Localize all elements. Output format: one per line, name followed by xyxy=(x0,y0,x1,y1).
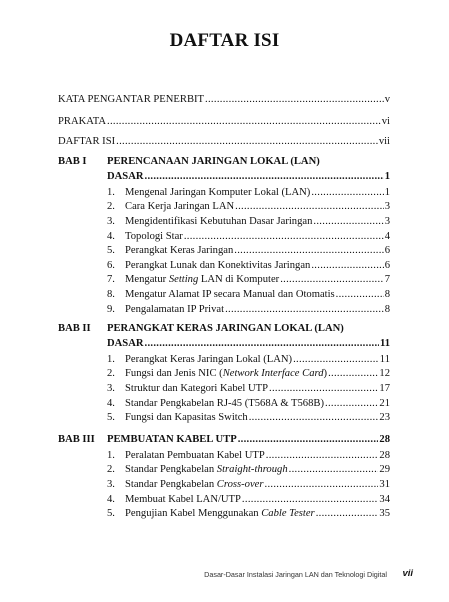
entry-text-part: Perangkat Keras Jaringan Lokal (LAN) xyxy=(125,353,293,365)
toc-page-number: 23 xyxy=(379,412,390,424)
dot-leader xyxy=(325,397,378,410)
toc-item-title xyxy=(125,303,224,316)
dot-leader xyxy=(249,411,379,424)
dot-leader xyxy=(265,478,379,491)
toc-item xyxy=(125,507,390,520)
dot-leader xyxy=(225,303,384,316)
entry-text-part: Perangkat Lunak dan Konektivitas Jaringan xyxy=(125,259,311,271)
toc-item-title xyxy=(125,463,288,476)
toc-entry-title: DAFTAR ISI xyxy=(58,136,116,147)
chapter-title-cont: DASAR xyxy=(107,171,144,182)
dot-leader xyxy=(116,135,378,148)
dot-leader xyxy=(145,170,384,183)
toc-page-number: 29 xyxy=(379,464,390,476)
toc-item xyxy=(125,449,390,462)
toc-page-number: 3 xyxy=(384,201,390,213)
toc-item-title xyxy=(125,411,248,424)
toc-page-number: 6 xyxy=(384,259,390,271)
dot-leader xyxy=(242,493,378,506)
italic-term: Setting xyxy=(168,274,199,286)
toc-item-title xyxy=(125,397,324,410)
toc-item xyxy=(125,382,390,395)
toc-item-title xyxy=(125,230,183,243)
entry-text-part: ) xyxy=(323,368,328,380)
toc-entry-title: KATA PENGANTAR PENERBIT xyxy=(58,94,205,105)
entry-text-part: Topologi Star xyxy=(125,230,183,242)
chapter-label: BAB III xyxy=(58,434,95,445)
footer-page-number: vii xyxy=(402,568,413,579)
item-number: 4. xyxy=(107,493,115,505)
item-number: 2. xyxy=(107,464,115,476)
dot-leader xyxy=(336,288,384,301)
toc-item-title xyxy=(125,259,310,272)
chapter-label: BAB I xyxy=(58,156,87,167)
toc-page-number: 1 xyxy=(384,186,390,198)
page-footer xyxy=(0,568,449,582)
item-number: 3. xyxy=(107,479,115,490)
toc-page-number: 28 xyxy=(379,449,390,461)
dot-leader xyxy=(234,244,383,257)
toc-front-entry xyxy=(58,115,390,128)
toc-page-number: 12 xyxy=(379,368,390,380)
entry-text-part: Mengatur xyxy=(125,274,169,286)
toc-item-title xyxy=(125,367,327,380)
entry-text-part: Standar Pengkabelan xyxy=(125,479,217,490)
dot-leader xyxy=(328,367,378,380)
entry-text-part: Standar Pengkabelan xyxy=(125,464,217,476)
toc-item xyxy=(125,186,390,199)
item-number: 4. xyxy=(107,397,115,409)
chapter-label: BAB II xyxy=(58,323,91,334)
dot-leader xyxy=(280,273,384,286)
toc-page-number: 21 xyxy=(379,397,390,409)
entry-text-part: Mengenal Jaringan Komputer Lokal (LAN) xyxy=(125,186,311,198)
italic-term: Cable Tester xyxy=(261,508,315,520)
chapter-title-line xyxy=(107,433,390,446)
entry-text-part: Pengujian Kabel Menggunakan xyxy=(125,508,262,520)
toc-page-number: 6 xyxy=(384,245,390,257)
entry-text-part: Fungsi dan Kapasitas Switch xyxy=(125,412,248,424)
italic-term: Straight-through xyxy=(216,464,288,476)
dot-leader xyxy=(107,115,381,128)
toc-item xyxy=(125,478,390,491)
dot-leader xyxy=(184,230,384,243)
dot-leader xyxy=(289,463,379,476)
item-number: 9. xyxy=(107,303,115,315)
toc-item xyxy=(125,353,390,366)
chapter-title: PERANGKAT KERAS JARINGAN LOKAL (LAN) xyxy=(107,323,344,334)
chapter-page-number: 1 xyxy=(384,171,390,182)
toc-page-number: 7 xyxy=(384,274,390,286)
toc-item-title xyxy=(125,244,233,257)
chapter-title: PERENCANAAN JARINGAN LOKAL (LAN) xyxy=(107,156,320,167)
toc-item xyxy=(125,244,390,257)
item-number: 1. xyxy=(107,186,115,198)
dot-leader xyxy=(205,93,384,106)
item-number: 3. xyxy=(107,216,115,227)
toc-page-number: 17 xyxy=(379,383,390,394)
item-number: 2. xyxy=(107,368,115,380)
toc-page-number: vi xyxy=(381,116,390,127)
toc-item-title xyxy=(125,215,312,228)
toc-item-title xyxy=(125,493,241,506)
toc-item xyxy=(125,493,390,506)
chapter-title-line xyxy=(107,170,390,183)
entry-text-part: Peralatan Pembuatan Kabel UTP xyxy=(125,449,265,461)
item-number: 5. xyxy=(107,245,115,257)
toc-page-number: 3 xyxy=(384,216,390,227)
toc-page-number: 8 xyxy=(384,289,390,300)
dot-leader xyxy=(235,200,384,213)
chapter-page-number: 28 xyxy=(379,434,390,445)
item-number: 4. xyxy=(107,230,115,242)
chapter-title-cont: DASAR xyxy=(107,338,144,349)
item-number: 6. xyxy=(107,259,115,271)
toc-page-number: 35 xyxy=(379,508,390,520)
toc-page-number: v xyxy=(384,94,390,105)
item-number: 5. xyxy=(107,412,115,424)
toc-page-number: vii xyxy=(378,136,390,147)
toc-item xyxy=(125,397,390,410)
item-number: 8. xyxy=(107,289,115,300)
chapter-page-number: 11 xyxy=(379,338,390,349)
toc-item xyxy=(125,367,390,380)
toc-page-number: 11 xyxy=(379,353,390,365)
toc-item xyxy=(125,200,390,213)
toc-item-title xyxy=(125,273,279,286)
entry-text-part: Cara Kerja Jaringan LAN xyxy=(125,201,235,213)
toc-item-title xyxy=(125,288,335,301)
entry-text-part: Mengidentifikasi Kebutuhan Dasar Jaringan xyxy=(125,216,313,227)
toc-front-entry xyxy=(58,93,390,106)
toc-page-number: 8 xyxy=(384,303,390,315)
toc-front-entry xyxy=(58,135,390,148)
entry-text-part: Standar Pengkabelan RJ-45 (T568A & T568B) xyxy=(125,397,324,409)
entry-text-part: Struktur dan Kategori Kabel UTP xyxy=(125,383,268,394)
dot-leader xyxy=(145,337,379,350)
item-number: 1. xyxy=(107,449,115,461)
dot-leader xyxy=(266,449,379,462)
toc-page-number: 31 xyxy=(379,479,390,490)
italic-term: Network Interface Card xyxy=(222,368,324,380)
toc-item-title xyxy=(125,478,264,491)
toc-item-title xyxy=(125,200,234,213)
page-title: DAFTAR ISI xyxy=(169,30,280,51)
dot-leader xyxy=(293,353,379,366)
toc-item xyxy=(125,303,390,316)
toc-page-number: 34 xyxy=(379,493,390,505)
toc-item xyxy=(125,230,390,243)
item-number: 2. xyxy=(107,201,115,213)
entry-text-part: Fungsi dan Jenis NIC ( xyxy=(125,368,223,380)
entry-text-part: Membuat Kabel LAN/UTP xyxy=(125,493,241,505)
toc-item-title xyxy=(125,382,268,395)
italic-term: Cross-over xyxy=(216,479,264,490)
toc-item xyxy=(125,288,390,301)
item-number: 1. xyxy=(107,353,115,365)
chapter-title-line xyxy=(107,337,390,350)
toc-page-number: 4 xyxy=(384,230,390,242)
entry-text-part: Pengalamatan IP Privat xyxy=(125,303,225,315)
footer-book-title: Dasar-Dasar Instalasi Jaringan LAN dan Teknologi Digital xyxy=(204,570,387,579)
entry-text-part: Mengatur Alamat IP secara Manual dan Otomatis xyxy=(125,289,335,300)
dot-leader xyxy=(316,507,379,520)
toc-item xyxy=(125,273,390,286)
toc-entry-title: PRAKATA xyxy=(58,116,107,127)
toc-item xyxy=(125,463,390,476)
dot-leader xyxy=(238,433,379,446)
entry-text-part: Perangkat Keras Jaringan xyxy=(125,245,234,257)
item-number: 5. xyxy=(107,508,115,520)
toc-item xyxy=(125,411,390,424)
chapter-title: PEMBUATAN KABEL UTP xyxy=(107,434,237,445)
item-number: 7. xyxy=(107,274,115,286)
toc-item-title xyxy=(125,353,292,366)
toc-item-title xyxy=(125,186,310,199)
dot-leader xyxy=(313,215,383,228)
entry-text-part: LAN di Komputer xyxy=(198,274,280,286)
toc-item-title xyxy=(125,507,315,520)
dot-leader xyxy=(311,259,383,272)
toc-item-title xyxy=(125,449,265,462)
item-number: 3. xyxy=(107,383,115,394)
dot-leader xyxy=(311,186,383,199)
toc-item xyxy=(125,215,390,228)
toc-item xyxy=(125,259,390,272)
dot-leader xyxy=(269,382,378,395)
